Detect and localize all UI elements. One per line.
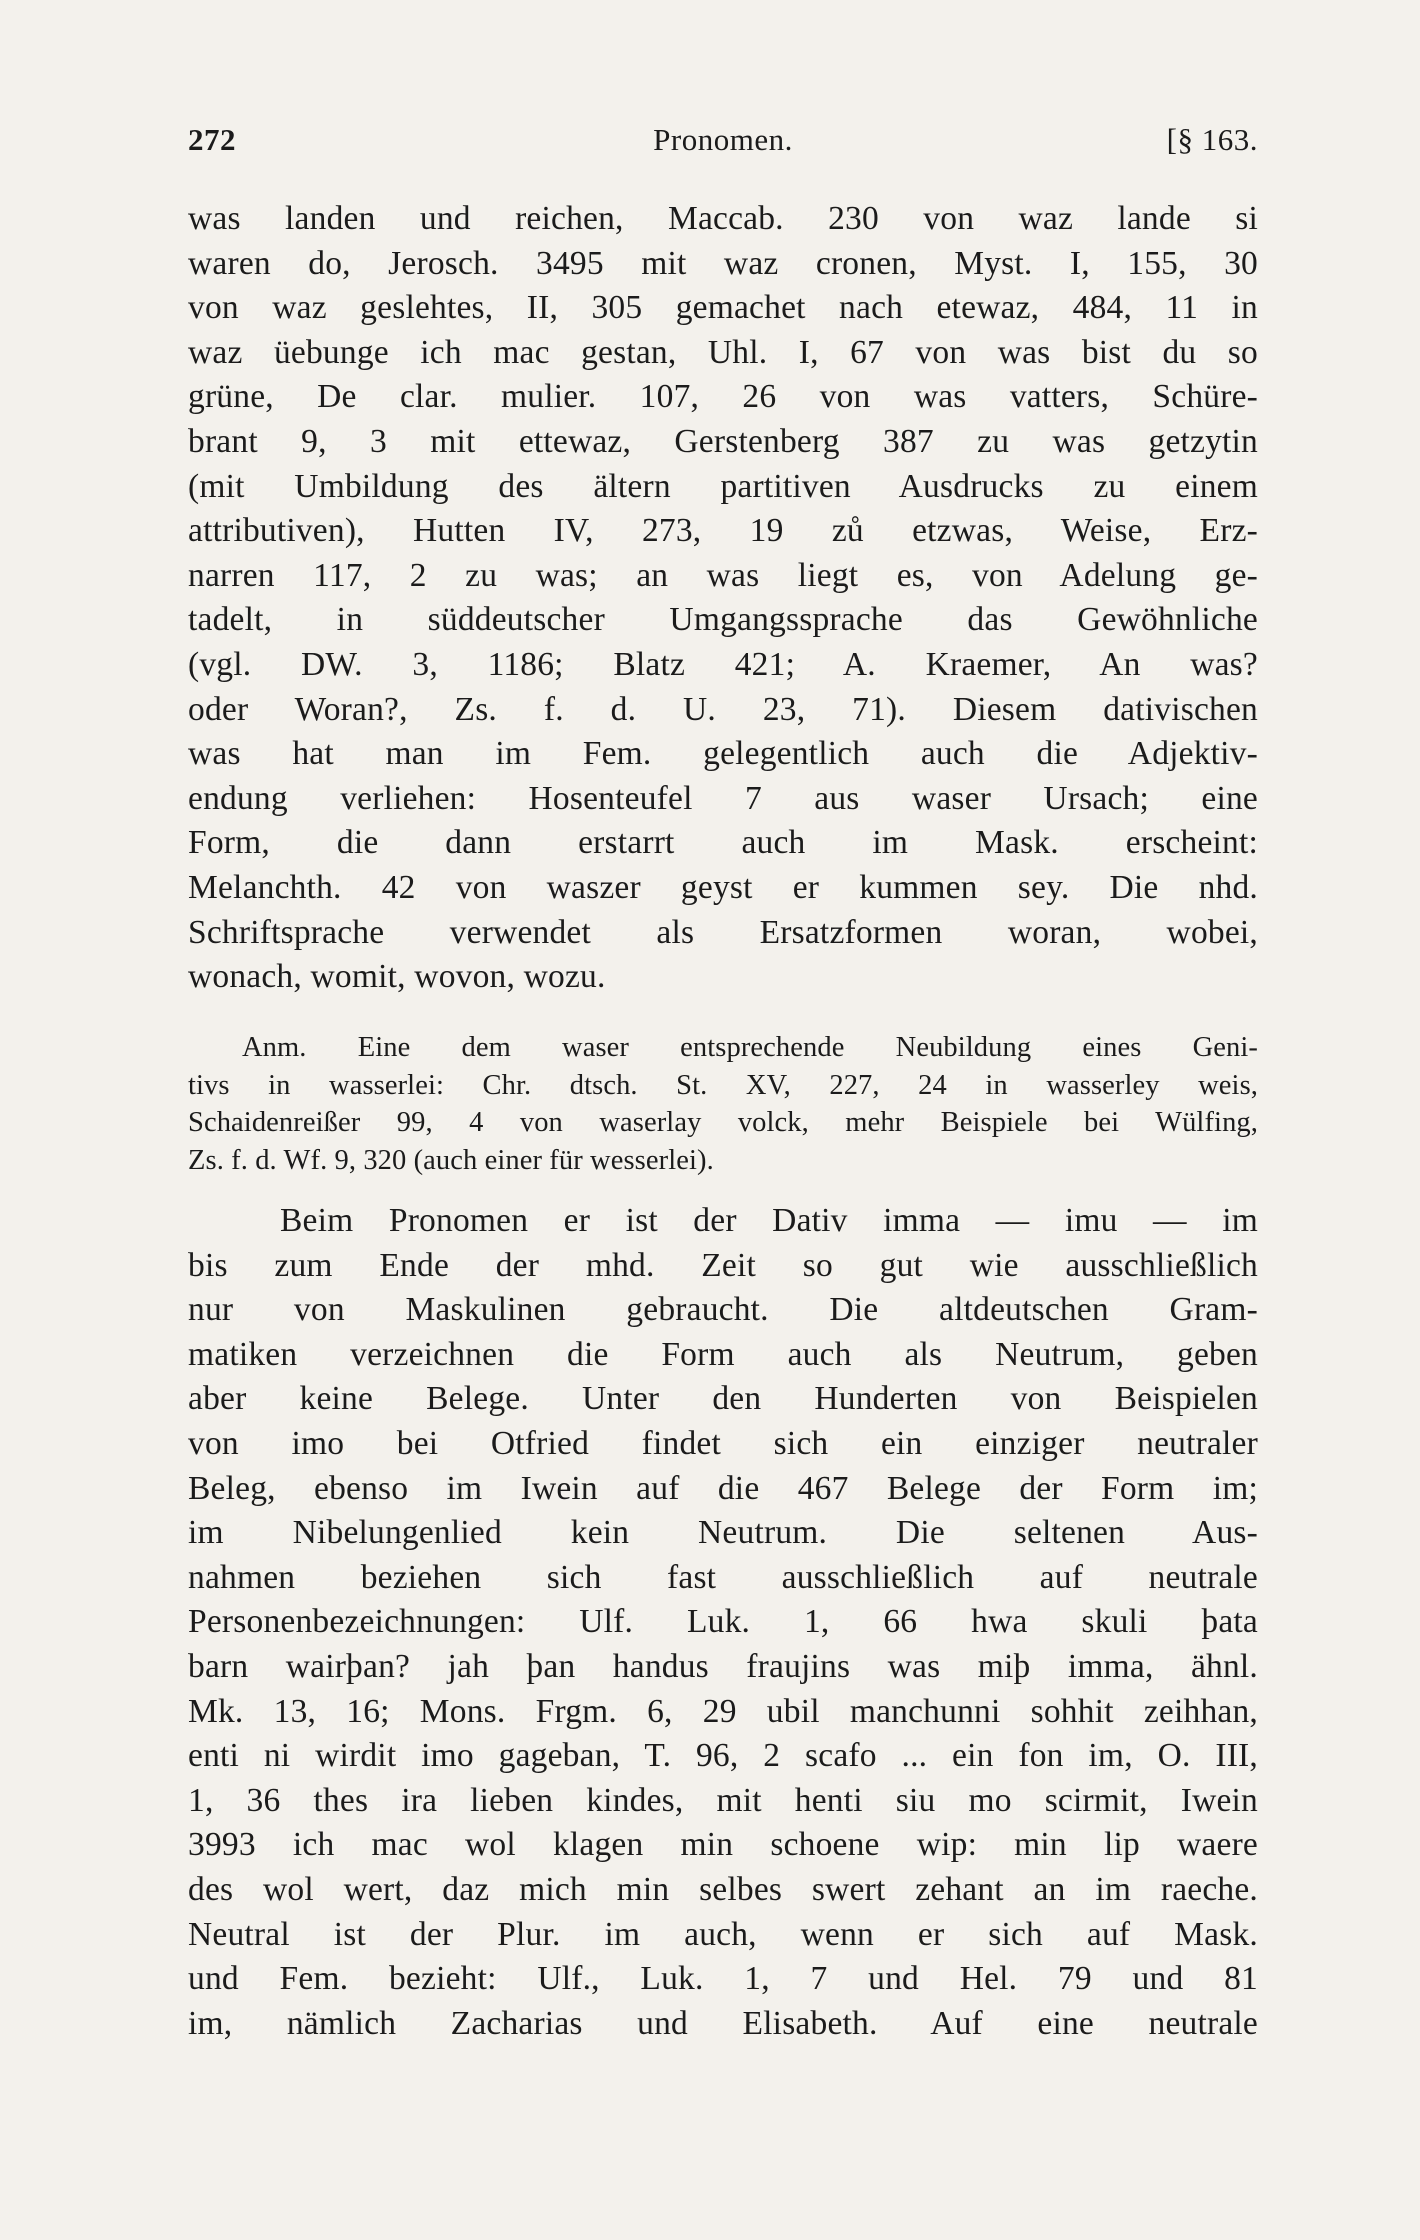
text-line: im, nämlich Zacharias und Elisabeth. Auf eine neutrale: [188, 2004, 1258, 2042]
text-line: (mit Umbildung des ältern partitiven Ausdrucks zu einem: [188, 467, 1258, 505]
text-line: Form, die dann erstarrt auch im Mask. erscheint:: [188, 824, 1258, 862]
text-line: Beleg, ebenso im Iwein auf die 467 Belege der Form im;: [188, 1469, 1258, 1507]
text-line: Mk. 13, 16; Mons. Frgm. 6, 29 ubil manchunni sohhit zeihhan,: [188, 1692, 1258, 1730]
text-line: brant 9, 3 mit ettewaz, Gerstenberg 387 zu was getzytin: [188, 423, 1258, 460]
text-line: von imo bei Otfried findet sich ein einziger neutraler: [188, 1425, 1258, 1462]
text-line: tadelt, in süddeutscher Umgangssprache das Gewöhnliche: [188, 601, 1258, 639]
text-line: Personenbezeichnungen: Ulf. Luk. 1, 66 hwa skuli þata: [188, 1603, 1258, 1641]
page-number: 272: [188, 122, 236, 157]
text-line: 1, 36 thes ira lieben kindes, mit henti siu mo scirmit, Iwein: [188, 1781, 1258, 1819]
text-line: Neutral ist der Plur. im auch, wenn er sich auf Mask.: [188, 1915, 1258, 1953]
section-marker: [§ 163.: [1166, 122, 1258, 157]
text-line: oder Woran?, Zs. f. d. U. 23, 71). Diesem dativischen: [188, 690, 1258, 728]
text-line: grüne, De clar. mulier. 107, 26 von was vatters, Schüre-: [188, 378, 1258, 416]
text-line: matiken verzeichnen die Form auch als Neutrum, geben: [188, 1335, 1258, 1373]
text-line: waren do, Jerosch. 3495 mit waz cronen, Myst. I, 155, 30: [188, 244, 1258, 282]
text-line: bis zum Ende der mhd. Zeit so gut wie ausschließlich: [188, 1246, 1258, 1284]
text-line: Zs. f. d. Wf. 9, 320 (auch einer für wesserlei).: [188, 1144, 714, 1176]
text-line: tivs in wasserlei: Chr. dtsch. St. XV, 227, 24 in wasserley weis,: [188, 1069, 1258, 1101]
text-line: Schriftsprache verwendet als Ersatzformen woran, wobei,: [188, 913, 1258, 951]
text-line: nur von Maskulinen gebraucht. Die altdeutschen Gram-: [188, 1291, 1258, 1329]
text-line: aber keine Belege. Unter den Hunderten von Beispielen: [188, 1380, 1258, 1418]
text-line: was landen und reichen, Maccab. 230 von waz lande si: [188, 200, 1258, 237]
text-line: barn wairþan? jah þan handus fraujins was miþ imma, ähnl.: [188, 1648, 1258, 1685]
text-line: was hat man im Fem. gelegentlich auch die Adjektiv-: [188, 735, 1258, 773]
running-title: Pronomen.: [653, 122, 793, 157]
text-line: und Fem. bezieht: Ulf., Luk. 1, 7 und Hel. 79 und 81: [188, 1960, 1258, 1998]
text-line: enti ni wirdit imo gageban, T. 96, 2 scafo ... ein fon im, O. III,: [188, 1737, 1258, 1775]
text-line: Beim Pronomen er ist der Dativ imma — imu — im: [280, 1202, 1258, 1239]
text-line: des wol wert, daz mich min selbes swert zehant an im raeche.: [188, 1871, 1258, 1908]
text-line: (vgl. DW. 3, 1186; Blatz 421; A. Kraemer, An was?: [188, 646, 1258, 683]
text-line: von waz geslehtes, II, 305 gemachet nach etewaz, 484, 11 in: [188, 289, 1258, 327]
text-line: Anm. Eine dem waser entsprechende Neubildung eines Geni-: [242, 1032, 1258, 1063]
text-line: wonach, womit, wovon, wozu.: [188, 958, 606, 996]
text-line: 3993 ich mac wol klagen min schoene wip: min lip waere: [188, 1826, 1258, 1864]
text-line: im Nibelungenlied kein Neutrum. Die seltenen Aus-: [188, 1514, 1258, 1552]
text-line: Schaidenreißer 99, 4 von waserlay volck, mehr Beispiele bei Wülfing,: [188, 1107, 1258, 1138]
text-line: waz üebunge ich mac gestan, Uhl. I, 67 von was bist du so: [188, 333, 1258, 371]
text-line: narren 117, 2 zu was; an was liegt es, von Adelung ge-: [188, 556, 1258, 594]
running-header: [188, 122, 1258, 162]
text-line: nahmen beziehen sich fast ausschließlich auf neutrale: [188, 1558, 1258, 1596]
text-line: Melanchth. 42 von waszer geyst er kummen sey. Die nhd.: [188, 869, 1258, 906]
text-line: attributiven), Hutten IV, 273, 19 zů etzwas, Weise, Erz-: [188, 512, 1258, 550]
text-line: endung verliehen: Hosenteufel 7 aus waser Ursach; eine: [188, 779, 1258, 817]
